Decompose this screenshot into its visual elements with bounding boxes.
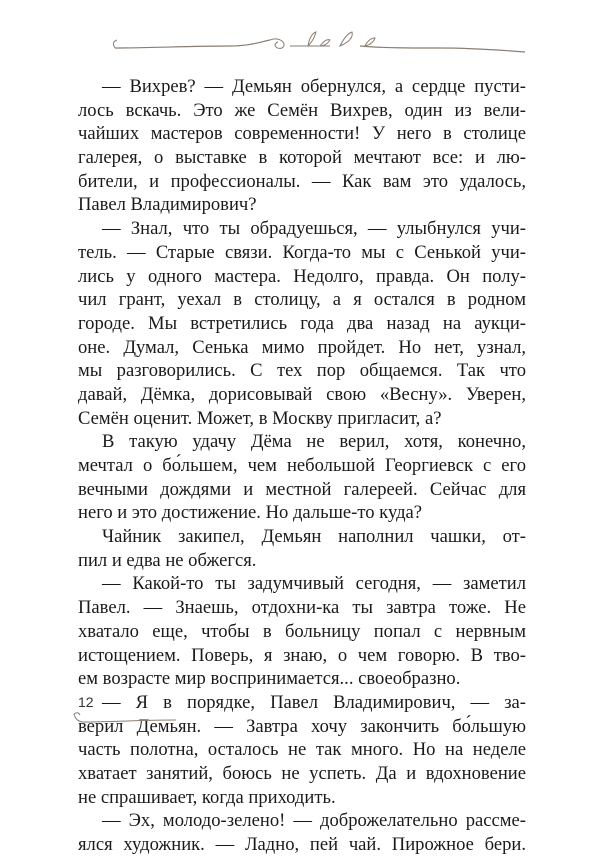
text-line: тель. — Старые связи. Когда-то мы с Сенькой учи- — [78, 241, 526, 263]
text-line: истощением. Поверь, я знаю, о чем говорю. В тво- — [78, 644, 526, 666]
text-line: Павел. — Знаешь, отдохни-ка ты завтра тоже. Не — [78, 597, 526, 619]
page-number: 12 — [78, 694, 94, 710]
text-line: хватало еще, чтобы в больницу попал с нервным — [78, 620, 526, 642]
text-line: мы разговорились. С тех пор общаемся. Так что — [78, 360, 526, 382]
text-line: оне. Думал, Сенька мимо пройдет. Но нет, узнал, — [78, 336, 526, 358]
text-line: лись у одного мастера. Недолго, правда. Он полу- — [78, 265, 526, 287]
text-line: него и это достижение. Но дальше-то куда? — [78, 502, 423, 524]
text-line: Семён оценит. Может, в Москву пригласит, а? — [78, 407, 442, 429]
text-line: часть полотна, осталось не так много. Но на неделе — [78, 739, 526, 761]
text-line: Чайник закипел, Демьян наполнил чашки, от- — [102, 526, 526, 548]
text-line: мечтал о бо́льшем, чем небольшой Георгиевск с его — [78, 455, 526, 476]
text-line: чил грант, уехал в столицу, а я остался в родном — [78, 289, 526, 311]
text-line: галерея, о выставке в которой мечтают все: и лю- — [78, 147, 526, 169]
text-line: Павел Владимирович? — [78, 194, 257, 216]
text-line: — Эх, молодо-зелено! — доброжелательно рассме- — [102, 810, 526, 832]
text-line: — Я в порядке, Павел Владимирович, — за- — [102, 691, 526, 713]
text-line: В такую удачу Дёма не верил, хотя, конечно, — [102, 431, 526, 453]
text-line: лось вскачь. Это же Семён Вихрев, один из вели- — [78, 99, 526, 121]
footer-ornament — [70, 708, 180, 726]
text-line: — Какой-то ты задумчивый сегодня, — заметил — [102, 573, 526, 595]
text-line: ем возрасте мир воспринимается... своеобразно. — [78, 668, 461, 690]
text-line: чайших мастеров современности! У него в столице — [78, 123, 526, 145]
header-ornament — [110, 30, 530, 60]
text-line: давай, Дёмка, дорисовывай свою «Весну». Уверен, — [78, 383, 526, 405]
text-line: городе. Мы встретились года два назад на аукци- — [78, 312, 526, 334]
text-line: вечными дождями и местной галереей. Сейчас для — [78, 478, 526, 500]
text-line: бители, и профессионалы. — Как вам это удалось, — [78, 170, 526, 192]
text-line: — Вихрев? — Демьян обернулся, а сердце пусти- — [102, 76, 526, 97]
text-line: ялся художник. — Ладно, пей чай. Пирожное бери. — [78, 834, 526, 855]
text-line: хватает занятий, боюсь не успеть. Да и вдохновение — [78, 762, 526, 784]
text-line: верил Демьян. — Завтра хочу закончить бо́льшую — [78, 715, 526, 737]
text-line: не спрашивает, когда приходить. — [78, 786, 336, 808]
text-line: пил и едва не обжегся. — [78, 549, 257, 571]
page-text — [78, 75, 526, 857]
text-line: — Знал, что ты обрадуешься, — улыбнулся учи- — [102, 218, 526, 240]
